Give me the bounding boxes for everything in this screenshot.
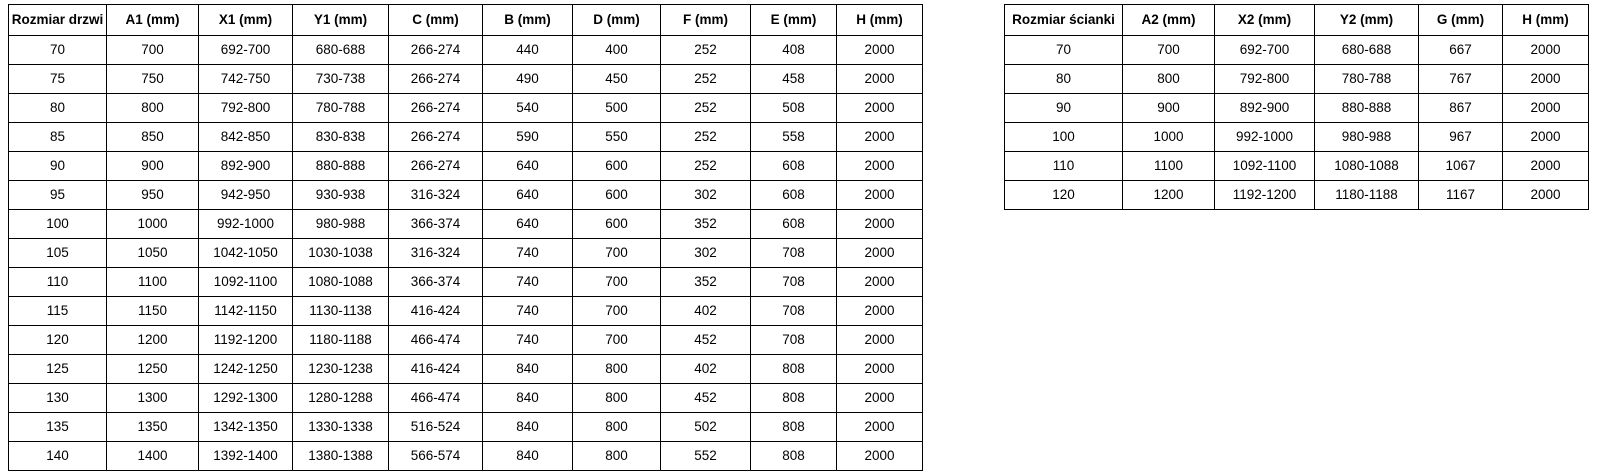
table-cell: 120 — [9, 326, 107, 355]
table-cell: 440 — [483, 36, 573, 65]
table-cell: 842-850 — [199, 123, 293, 152]
column-header: Y2 (mm) — [1315, 5, 1419, 36]
table-cell: 742-750 — [199, 65, 293, 94]
column-header: F (mm) — [661, 5, 751, 36]
table-cell: 1180-1188 — [293, 326, 389, 355]
table-cell: 700 — [107, 36, 199, 65]
table-cell: 508 — [751, 94, 837, 123]
table-cell: 1200 — [107, 326, 199, 355]
table-row — [9, 384, 923, 413]
table-cell: 130 — [9, 384, 107, 413]
table-cell: 1330-1338 — [293, 413, 389, 442]
table-cell: 408 — [751, 36, 837, 65]
table-cell: 252 — [661, 94, 751, 123]
table-cell: 867 — [1419, 94, 1503, 123]
table-cell: 2000 — [837, 413, 923, 442]
table-row — [1005, 123, 1589, 152]
table-cell: 352 — [661, 210, 751, 239]
table-cell: 452 — [661, 326, 751, 355]
table-cell: 252 — [661, 123, 751, 152]
column-header: H (mm) — [837, 5, 923, 36]
table-cell: 85 — [9, 123, 107, 152]
table-cell: 115 — [9, 297, 107, 326]
table-cell: 302 — [661, 239, 751, 268]
table-cell: 1180-1188 — [1315, 181, 1419, 210]
table-cell: 700 — [573, 239, 661, 268]
table-cell: 640 — [483, 152, 573, 181]
table-cell: 2000 — [837, 268, 923, 297]
table-cell: 302 — [661, 181, 751, 210]
column-header: X1 (mm) — [199, 5, 293, 36]
table-cell: 266-274 — [389, 152, 483, 181]
table-cell: 880-888 — [1315, 94, 1419, 123]
table-cell: 266-274 — [389, 123, 483, 152]
table-cell: 800 — [573, 413, 661, 442]
table-cell: 808 — [751, 413, 837, 442]
table-cell: 2000 — [1503, 94, 1589, 123]
table-cell: 800 — [107, 94, 199, 123]
table-cell: 992-1000 — [1215, 123, 1315, 152]
table-cell: 800 — [573, 384, 661, 413]
table-cell: 552 — [661, 442, 751, 471]
table-cell: 1080-1088 — [293, 268, 389, 297]
table-cell: 830-838 — [293, 123, 389, 152]
table-cell: 1092-1100 — [199, 268, 293, 297]
table-cell: 502 — [661, 413, 751, 442]
table-row — [1005, 36, 1589, 65]
table-cell: 1200 — [1123, 181, 1215, 210]
table-cell: 80 — [9, 94, 107, 123]
table-cell: 1080-1088 — [1315, 152, 1419, 181]
table-cell: 2000 — [1503, 181, 1589, 210]
table-cell: 266-274 — [389, 65, 483, 94]
table-cell: 740 — [483, 297, 573, 326]
table-cell: 402 — [661, 297, 751, 326]
table-cell: 1167 — [1419, 181, 1503, 210]
table-cell: 416-424 — [389, 297, 483, 326]
table-cell: 600 — [573, 181, 661, 210]
column-header: D (mm) — [573, 5, 661, 36]
table-row — [9, 123, 923, 152]
table-cell: 808 — [751, 384, 837, 413]
doors-table-body — [9, 36, 923, 471]
table-cell: 2000 — [1503, 123, 1589, 152]
table-cell: 1100 — [1123, 152, 1215, 181]
table-cell: 416-424 — [389, 355, 483, 384]
table-cell: 980-988 — [293, 210, 389, 239]
table-cell: 540 — [483, 94, 573, 123]
table-cell: 1150 — [107, 297, 199, 326]
table-cell: 667 — [1419, 36, 1503, 65]
table-cell: 708 — [751, 268, 837, 297]
table-row — [1005, 94, 1589, 123]
table-cell: 2000 — [837, 181, 923, 210]
table-cell: 892-900 — [199, 152, 293, 181]
table-header-row — [1005, 5, 1589, 36]
table-cell: 1000 — [107, 210, 199, 239]
table-cell: 708 — [751, 239, 837, 268]
table-cell: 500 — [573, 94, 661, 123]
table-row — [9, 442, 923, 471]
table-cell: 140 — [9, 442, 107, 471]
table-cell: 2000 — [837, 152, 923, 181]
table-cell: 767 — [1419, 65, 1503, 94]
table-cell: 135 — [9, 413, 107, 442]
table-cell: 550 — [573, 123, 661, 152]
table-cell: 110 — [9, 268, 107, 297]
table-cell: 1250 — [107, 355, 199, 384]
table-cell: 2000 — [837, 239, 923, 268]
column-header: C (mm) — [389, 5, 483, 36]
table-cell: 840 — [483, 355, 573, 384]
table-cell: 1130-1138 — [293, 297, 389, 326]
table-cell: 1230-1238 — [293, 355, 389, 384]
column-header: B (mm) — [483, 5, 573, 36]
table-cell: 1392-1400 — [199, 442, 293, 471]
table-cell: 2000 — [1503, 65, 1589, 94]
table-cell: 700 — [573, 297, 661, 326]
table-cell: 840 — [483, 384, 573, 413]
wall-dimensions-table — [1004, 4, 1589, 210]
table-cell: 2000 — [1503, 152, 1589, 181]
wall-dimensions-table-container — [1004, 4, 1589, 210]
table-cell: 730-738 — [293, 65, 389, 94]
table-cell: 316-324 — [389, 239, 483, 268]
table-cell: 400 — [573, 36, 661, 65]
table-cell: 366-374 — [389, 268, 483, 297]
table-cell: 700 — [1123, 36, 1215, 65]
table-cell: 252 — [661, 36, 751, 65]
table-cell: 75 — [9, 65, 107, 94]
table-cell: 892-900 — [1215, 94, 1315, 123]
table-cell: 1292-1300 — [199, 384, 293, 413]
table-cell: 2000 — [837, 36, 923, 65]
table-row — [9, 297, 923, 326]
table-cell: 740 — [483, 239, 573, 268]
table-cell: 100 — [9, 210, 107, 239]
table-cell: 1300 — [107, 384, 199, 413]
table-row — [9, 326, 923, 355]
table-row — [9, 413, 923, 442]
table-cell: 458 — [751, 65, 837, 94]
table-cell: 452 — [661, 384, 751, 413]
table-row — [9, 210, 923, 239]
table-cell: 640 — [483, 210, 573, 239]
table-cell: 600 — [573, 152, 661, 181]
table-cell: 2000 — [837, 355, 923, 384]
table-cell: 880-888 — [293, 152, 389, 181]
table-row — [9, 152, 923, 181]
table-cell: 680-688 — [1315, 36, 1419, 65]
table-cell: 700 — [573, 326, 661, 355]
table-cell: 808 — [751, 355, 837, 384]
table-cell: 992-1000 — [199, 210, 293, 239]
column-header: Rozmiar drzwi — [9, 5, 107, 36]
table-cell: 1242-1250 — [199, 355, 293, 384]
table-cell: 105 — [9, 239, 107, 268]
table-row — [9, 94, 923, 123]
column-header: G (mm) — [1419, 5, 1503, 36]
table-cell: 402 — [661, 355, 751, 384]
doors-table-header — [9, 5, 923, 36]
table-cell: 780-788 — [293, 94, 389, 123]
table-cell: 566-574 — [389, 442, 483, 471]
doors-dimensions-table — [8, 4, 923, 471]
table-cell: 2000 — [837, 297, 923, 326]
column-header: Rozmiar ścianki — [1005, 5, 1123, 36]
table-cell: 740 — [483, 326, 573, 355]
table-cell: 90 — [9, 152, 107, 181]
table-header-row — [9, 5, 923, 36]
table-cell: 750 — [107, 65, 199, 94]
column-header: A1 (mm) — [107, 5, 199, 36]
table-cell: 366-374 — [389, 210, 483, 239]
table-cell: 640 — [483, 181, 573, 210]
table-cell: 840 — [483, 442, 573, 471]
table-cell: 352 — [661, 268, 751, 297]
table-cell: 2000 — [837, 326, 923, 355]
table-cell: 608 — [751, 210, 837, 239]
table-cell: 450 — [573, 65, 661, 94]
table-row — [9, 239, 923, 268]
table-cell: 558 — [751, 123, 837, 152]
table-cell: 1400 — [107, 442, 199, 471]
table-cell: 840 — [483, 413, 573, 442]
table-cell: 608 — [751, 152, 837, 181]
table-cell: 680-688 — [293, 36, 389, 65]
table-row — [1005, 181, 1589, 210]
table-cell: 1142-1150 — [199, 297, 293, 326]
table-cell: 600 — [573, 210, 661, 239]
table-cell: 708 — [751, 297, 837, 326]
table-cell: 1067 — [1419, 152, 1503, 181]
table-cell: 80 — [1005, 65, 1123, 94]
table-cell: 516-524 — [389, 413, 483, 442]
wall-table-body — [1005, 36, 1589, 210]
table-row — [9, 268, 923, 297]
table-cell: 2000 — [837, 123, 923, 152]
table-cell: 800 — [1123, 65, 1215, 94]
column-header: X2 (mm) — [1215, 5, 1315, 36]
table-cell: 692-700 — [199, 36, 293, 65]
table-cell: 792-800 — [1215, 65, 1315, 94]
table-cell: 1000 — [1123, 123, 1215, 152]
table-cell: 466-474 — [389, 326, 483, 355]
table-cell: 900 — [107, 152, 199, 181]
table-cell: 266-274 — [389, 94, 483, 123]
table-cell: 590 — [483, 123, 573, 152]
table-cell: 70 — [1005, 36, 1123, 65]
table-cell: 800 — [573, 355, 661, 384]
table-cell: 1380-1388 — [293, 442, 389, 471]
table-cell: 780-788 — [1315, 65, 1419, 94]
table-cell: 608 — [751, 181, 837, 210]
table-row — [9, 355, 923, 384]
table-cell: 692-700 — [1215, 36, 1315, 65]
column-header: E (mm) — [751, 5, 837, 36]
table-cell: 252 — [661, 65, 751, 94]
table-cell: 125 — [9, 355, 107, 384]
doors-dimensions-table-container — [8, 4, 923, 471]
table-cell: 120 — [1005, 181, 1123, 210]
table-cell: 708 — [751, 326, 837, 355]
table-row — [9, 65, 923, 94]
table-cell: 90 — [1005, 94, 1123, 123]
table-row — [9, 181, 923, 210]
table-cell: 1042-1050 — [199, 239, 293, 268]
table-cell: 95 — [9, 181, 107, 210]
table-row — [1005, 152, 1589, 181]
table-cell: 2000 — [837, 384, 923, 413]
table-cell: 2000 — [837, 94, 923, 123]
table-cell: 980-988 — [1315, 123, 1419, 152]
table-cell: 792-800 — [199, 94, 293, 123]
column-header: Y1 (mm) — [293, 5, 389, 36]
table-cell: 950 — [107, 181, 199, 210]
table-cell: 800 — [573, 442, 661, 471]
table-cell: 1192-1200 — [1215, 181, 1315, 210]
table-cell: 1092-1100 — [1215, 152, 1315, 181]
table-cell: 942-950 — [199, 181, 293, 210]
table-cell: 70 — [9, 36, 107, 65]
table-cell: 1342-1350 — [199, 413, 293, 442]
table-cell: 252 — [661, 152, 751, 181]
table-cell: 930-938 — [293, 181, 389, 210]
table-cell: 900 — [1123, 94, 1215, 123]
table-row — [9, 36, 923, 65]
table-cell: 808 — [751, 442, 837, 471]
table-cell: 110 — [1005, 152, 1123, 181]
table-cell: 740 — [483, 268, 573, 297]
table-cell: 2000 — [1503, 36, 1589, 65]
column-header: A2 (mm) — [1123, 5, 1215, 36]
table-cell: 1350 — [107, 413, 199, 442]
table-cell: 466-474 — [389, 384, 483, 413]
table-cell: 100 — [1005, 123, 1123, 152]
table-cell: 2000 — [837, 442, 923, 471]
table-cell: 1280-1288 — [293, 384, 389, 413]
table-cell: 1030-1038 — [293, 239, 389, 268]
table-cell: 1100 — [107, 268, 199, 297]
table-cell: 316-324 — [389, 181, 483, 210]
table-row — [1005, 65, 1589, 94]
table-cell: 266-274 — [389, 36, 483, 65]
table-cell: 850 — [107, 123, 199, 152]
table-cell: 967 — [1419, 123, 1503, 152]
table-cell: 1050 — [107, 239, 199, 268]
table-cell: 1192-1200 — [199, 326, 293, 355]
table-cell: 700 — [573, 268, 661, 297]
table-cell: 490 — [483, 65, 573, 94]
table-cell: 2000 — [837, 210, 923, 239]
table-cell: 2000 — [837, 65, 923, 94]
wall-table-header — [1005, 5, 1589, 36]
column-header: H (mm) — [1503, 5, 1589, 36]
